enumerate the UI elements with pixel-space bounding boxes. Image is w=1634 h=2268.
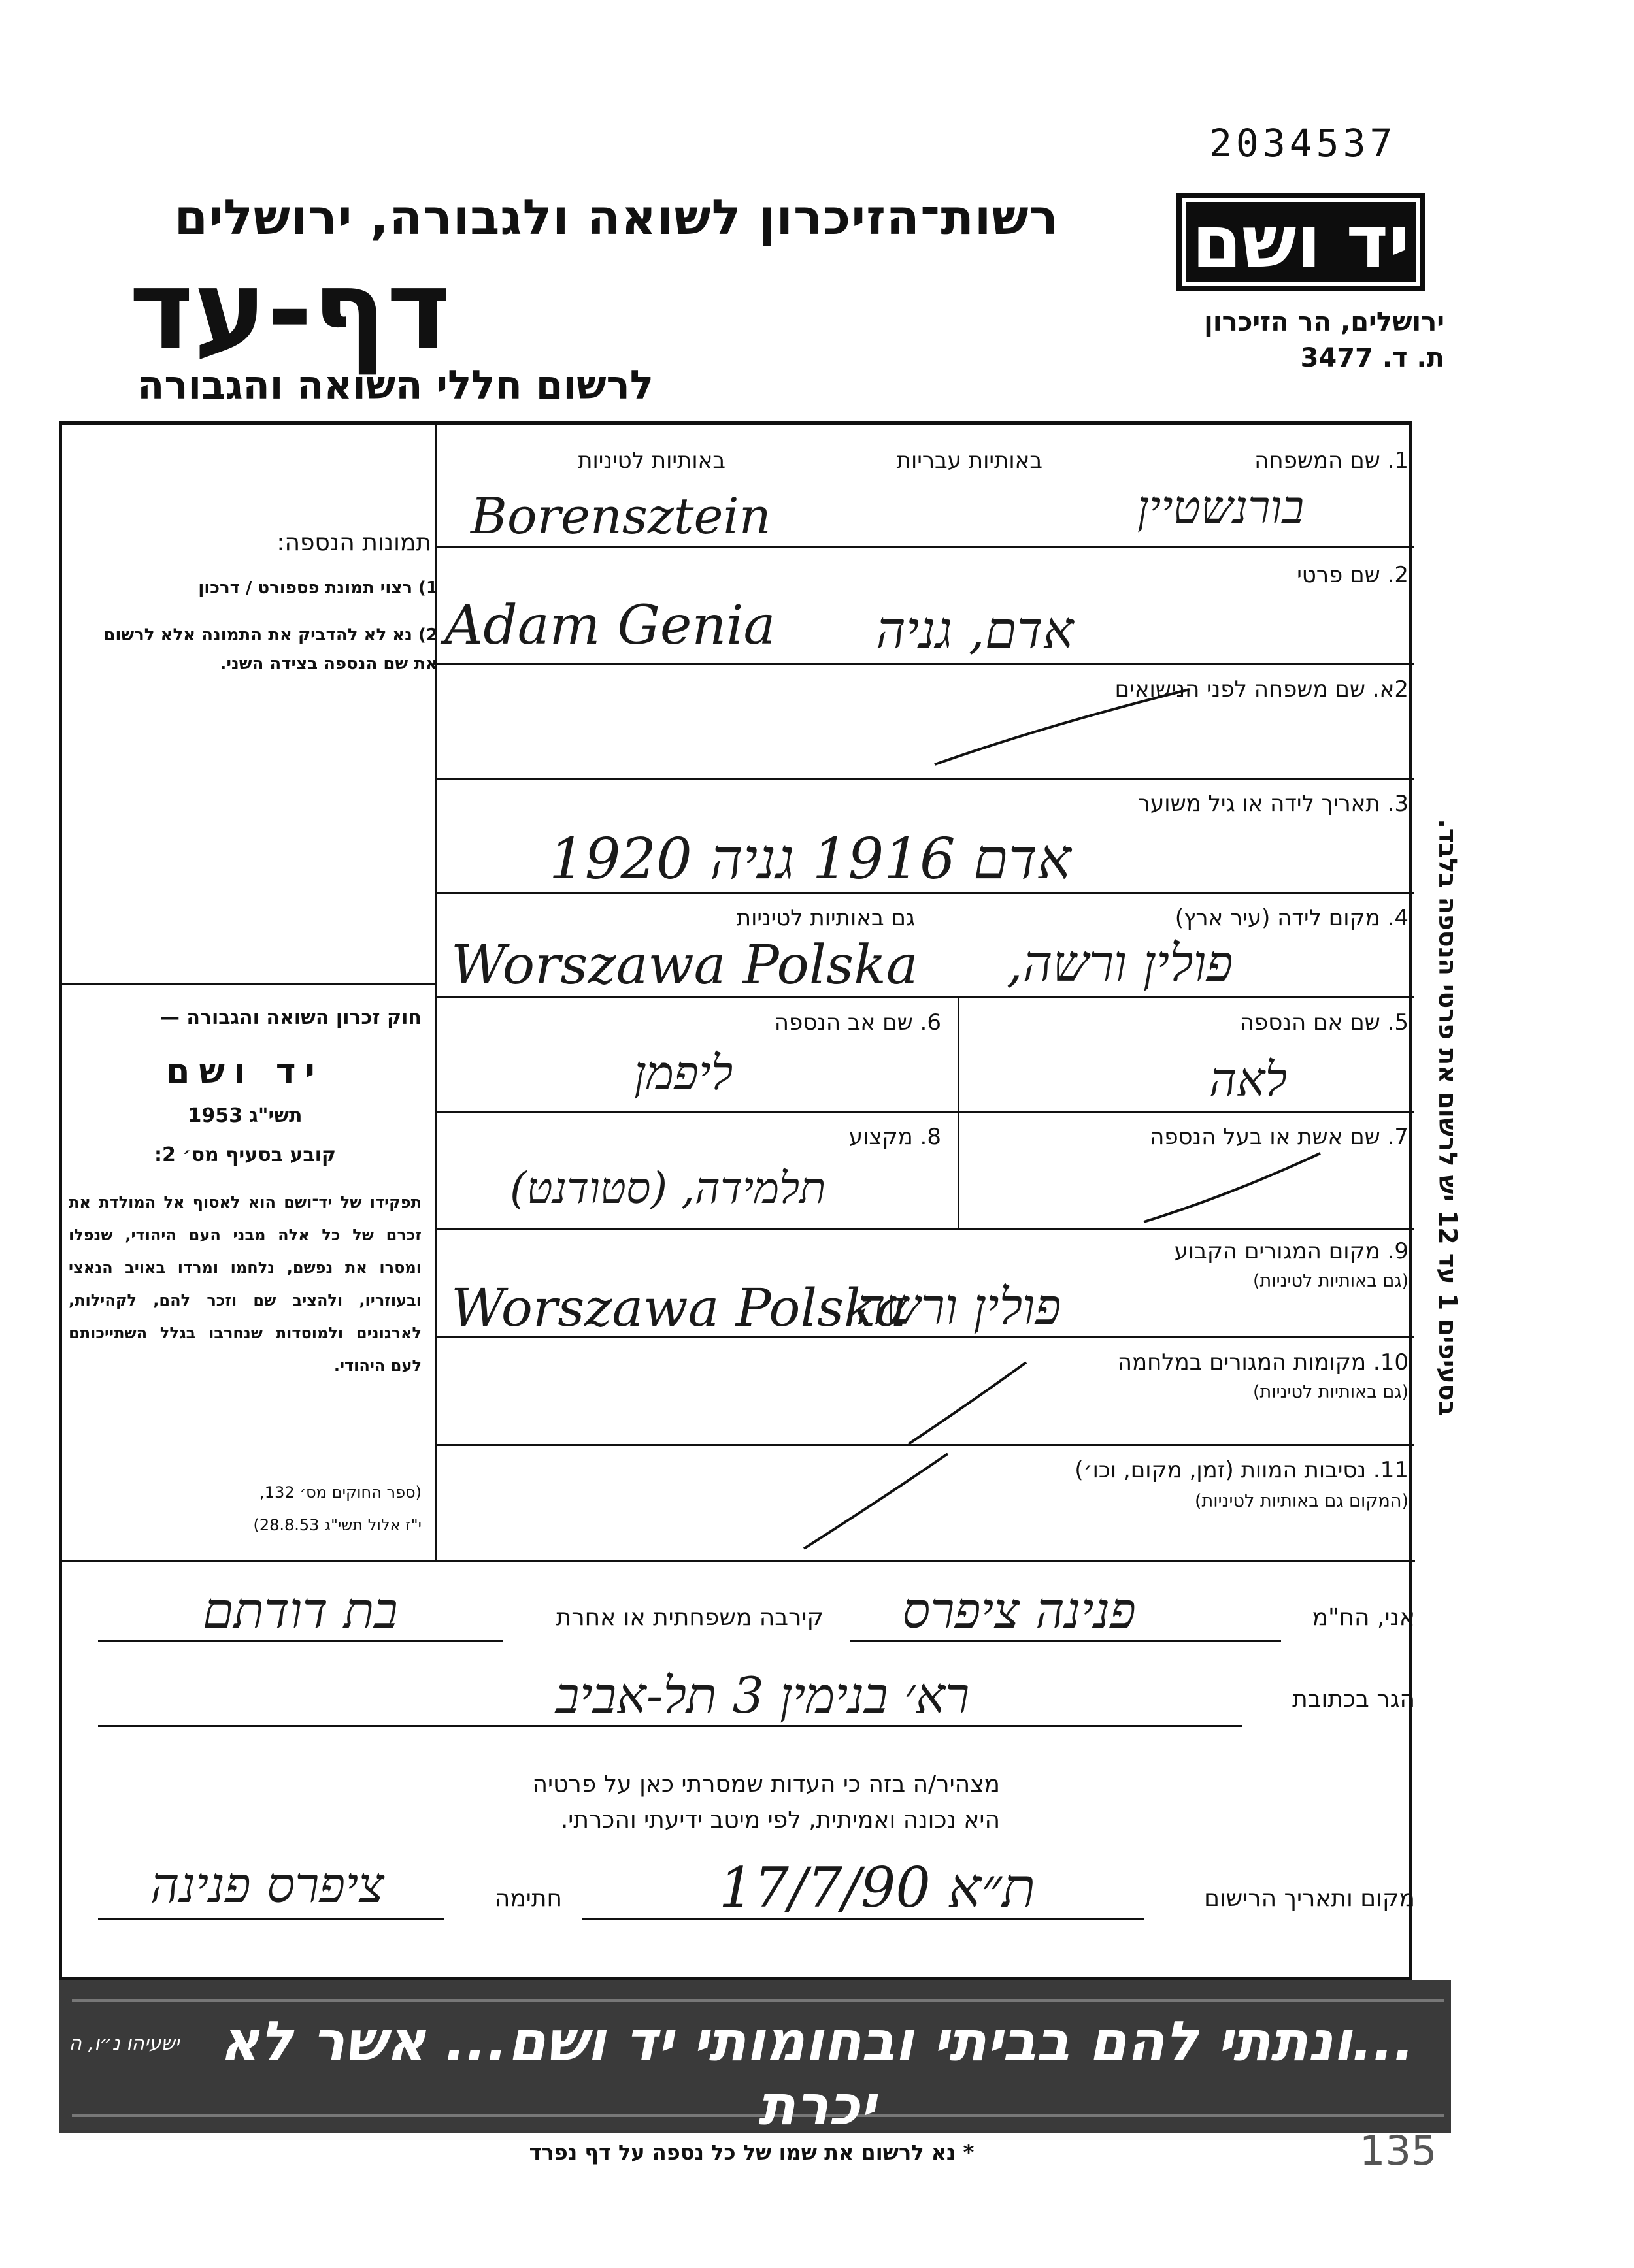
field-10-label: 10. מקומות המגורים במלחמה <box>1117 1349 1409 1375</box>
law-reference-2: י"ז אלול תשי"ג 28.8.53) <box>253 1516 422 1534</box>
field-4-value-latin[interactable]: Worszawa Polska <box>451 934 918 996</box>
logo-address: ירושלים, הר הזיכרון <box>1204 307 1444 337</box>
empty-field-strike <box>915 686 1196 771</box>
law-clause: קובע בסעיף מס׳ 2: <box>154 1143 337 1166</box>
field-2-value-latin[interactable]: Adam Genia <box>444 595 776 657</box>
underline <box>98 1640 503 1642</box>
declarant-label: אני, הח"מ <box>1312 1604 1415 1631</box>
empty-field-strike <box>797 1451 954 1555</box>
underline <box>850 1640 1281 1642</box>
kinship-value[interactable]: בת דודתם <box>203 1581 398 1639</box>
page-number: 135 <box>1359 2127 1437 2175</box>
field-2a-label: 2א. שם משפחה לפני הנישואים <box>1114 676 1409 702</box>
field-9-label: 9. מקום המגורים הקבוע <box>1174 1238 1409 1264</box>
statement-line-1: מצהיר/ה בזה כי העדות שמסרתי כאן על פרטיה <box>532 1771 1000 1798</box>
declaration-divider <box>59 1560 1415 1562</box>
footnote: * נא לרשום את שמו של כל נספה על דף נפרד <box>529 2140 975 2165</box>
field-5-label: 5. שם אם הנספה <box>1239 1010 1409 1036</box>
photo-note-1: 1) רצוי תמונת פספורט / דרכון <box>198 578 438 598</box>
authority-title: רשות־הזיכרון לשואה ולגבורה, ירושלים <box>174 189 1059 246</box>
photo-law-divider <box>59 983 437 985</box>
field-3-value[interactable]: אדם 1916 גניה 1920 <box>549 827 1071 892</box>
serial-number: 2034537 <box>1209 121 1397 165</box>
signature-value[interactable]: ציפרס פנינה <box>150 1856 384 1914</box>
empty-field-strike <box>1131 1150 1327 1228</box>
field-3-label: 3. תאריך לידה או גיל משוער <box>1137 791 1409 817</box>
law-name: יד ושם <box>166 1052 324 1091</box>
field-2-label: 2. שם פרטי <box>1297 562 1409 588</box>
row-line <box>437 663 1414 665</box>
place-date-label: מקום ותאריך הרישום <box>1204 1885 1415 1912</box>
empty-field-strike <box>902 1359 1033 1451</box>
row-line <box>437 778 1414 780</box>
field-11-caption: (המקום גם באותיות לטיניות) <box>1194 1491 1409 1511</box>
field-1-value-hebrew[interactable]: בורנשטיין <box>1137 480 1305 534</box>
yad-vashem-logo: יד ושם <box>1176 193 1425 291</box>
field-9-caption: (גם באותיות לטיניות) <box>1252 1271 1409 1291</box>
row-line <box>437 1111 1414 1113</box>
field-6-value[interactable]: ליפמן <box>634 1045 733 1100</box>
law-year: תשי"ג 1953 <box>188 1104 303 1127</box>
photo-title: תמונות הנספה: <box>276 529 431 556</box>
signature-label: חתימה <box>494 1885 562 1912</box>
row-line <box>437 1228 1414 1230</box>
field-11-label: 11. נסיבות המוות (זמן, מקום, וכו׳) <box>1075 1457 1409 1483</box>
row-line <box>437 546 1414 548</box>
field-1-label: 1. שם המשפחה <box>1254 448 1409 474</box>
underline <box>98 1725 1242 1727</box>
logo-pobox: ת. ד. 3477 <box>1300 343 1444 373</box>
field-6-label: 6. שם אב הנספה <box>774 1010 941 1036</box>
field-9-value-latin[interactable]: Worszawa Polska <box>451 1277 907 1338</box>
field-2-value-hebrew[interactable]: אדם, גניה <box>876 601 1074 660</box>
law-title: חוק זכרון השואה והגבורה — <box>159 1006 422 1029</box>
field-10-caption: (גם באותיות לטיניות) <box>1252 1382 1409 1402</box>
split-line <box>958 996 959 1228</box>
field-8-label: 8. מקצוע <box>848 1124 941 1150</box>
form-title: דף-עד <box>129 246 451 374</box>
law-text: תפקידו של יד־ושם הוא לאסוף אל המולדת את זכרם של כל אלה מבני העם היהודי, שנפלו ומסרו את נפשם, נלחמו ומרדו באויב הנאצי ובעוזריו, ולהציב שם וזכר להם, לקהילות, לארגונים ולמוסדות שנחרבו בגלל השתייכותם לעם היהודי. <box>69 1193 422 1375</box>
address-value[interactable]: רא׳ בנימין 3 תל-אביב <box>556 1666 970 1724</box>
field-7-label: 7. שם אשת או בעל הנספה <box>1150 1124 1409 1150</box>
photo-note-2: 2) נא לא להדביק את התמונה אלא לרשום את שם הנספה בצידה השני. <box>103 625 438 674</box>
isaiah-verse: ...ונתתי להם בביתי ובחומותי יד ושם... אשר לא יכרת <box>219 2009 1415 2137</box>
field-4-value-hebrew[interactable]: פולין ורשה, <box>1007 934 1233 993</box>
field-1-latin-caption: באותיות לטיניות <box>578 448 725 474</box>
field-8-value[interactable]: תלמידה, (סטודנט) <box>510 1163 826 1213</box>
law-reference-1: (ספר החוקים מס׳ 132, <box>259 1483 422 1502</box>
side-note-text: בסעיפים 1 עד 12 יש לרשום את פרטי הנספה בלבד. <box>1433 819 1462 1416</box>
field-4-caption: גם באותיות לטיניות <box>736 905 915 931</box>
field-4-label: 4. מקום לידה (עיר ארץ) <box>1175 905 1409 931</box>
underline <box>98 1918 444 1920</box>
form-subtitle: לרשום חללי השואה והגבורה <box>137 363 654 408</box>
place-date-value[interactable]: ת״א 17/7/90 <box>719 1856 1036 1920</box>
field-1-value-latin[interactable]: Borensztein <box>471 487 771 545</box>
kinship-label: קירבה משפחתית או אחרת <box>556 1604 824 1631</box>
field-5-value[interactable]: לאה <box>1209 1052 1288 1107</box>
verse-source: ישעיהו נ״ו, ה <box>69 2032 180 2055</box>
field-9-value-hebrew[interactable]: פולין ורשה <box>856 1277 1061 1336</box>
statement-line-2: היא נכונה ואמיתית, לפי מיטב ידיעתי והכרתי. <box>560 1807 1000 1833</box>
row-line <box>437 892 1414 894</box>
row-line <box>437 996 1414 998</box>
address-label: הגר בכתובת <box>1292 1686 1415 1713</box>
declarant-value[interactable]: פנינה ציפרס <box>902 1581 1136 1639</box>
field-1-hebrew-caption: באותיות עבריות <box>896 448 1042 474</box>
side-note <box>1422 784 1474 1451</box>
